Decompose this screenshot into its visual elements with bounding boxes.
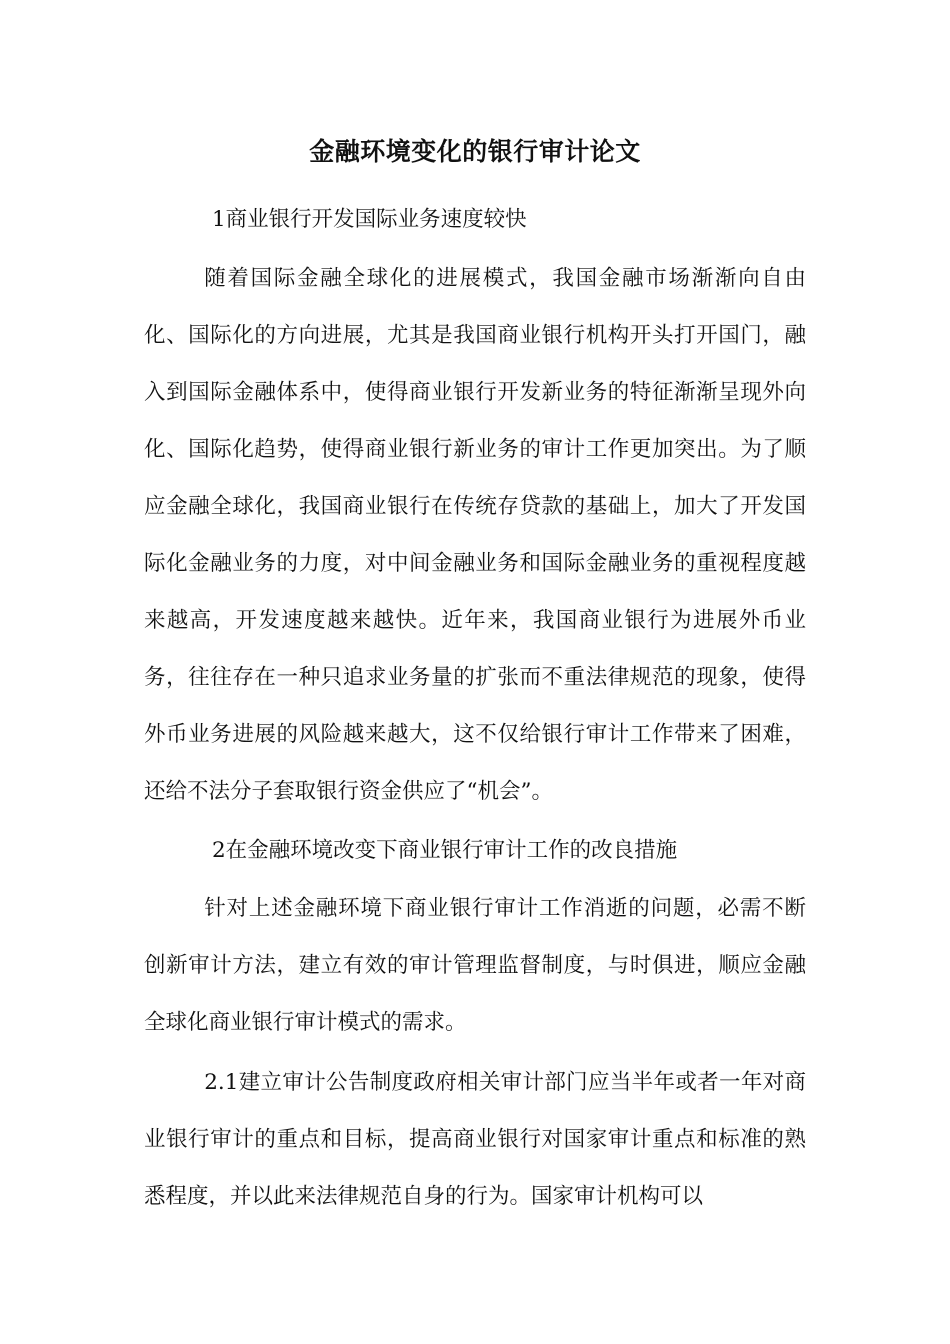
section-2-paragraph: 针对上述金融环境下商业银行审计工作消逝的问题，必需不断创新审计方法，建立有效的审计管理监督制度，与时俱进，顺应金融全球化商业银行审计模式的需求。 xyxy=(144,896,806,1035)
section-1-paragraph: 随着国际金融全球化的进展模式，我国金融市场渐渐向自由化、国际化的方向进展，尤其是我国商业银行机构开头打开国门，融入到国际金融体系中，使得商业银行开发新业务的特征渐渐呈现外向化、国际化趋势，使得商业银行新业务的审计工作更加突出。为了顺应金融全球化，我国商业银行在传统存贷款的基础上，加大了开发国际化金融业务的力度，对中间金融业务和国际金融业务的重视程度越来越高，开发速度越来越快。近年来，我国商业银行为进展外币业务，往往存在一种只追求业务量的扩张而不重法律规范的现象，使得外币业务进展的风险越来越大，这不仅给银行审计工作带来了困难，还给不法分子套取银行资金供应了“机会”。 xyxy=(144,266,806,804)
document-title: 金融环境变化的银行审计论文 xyxy=(309,137,641,166)
section-2-heading: 2在金融环境改变下商业银行审计工作的改良措施 xyxy=(212,838,678,863)
section-2-1-paragraph: 2.1建立审计公告制度政府相关审计部门应当半年或者一年对商业银行审计的重点和目标，提高商业银行对国家审计重点和标准的熟悉程度，并以此来法律规范自身的行为。国家审计机构可以 xyxy=(144,1070,806,1209)
section-1-heading: 1商业银行开发国际业务速度较快 xyxy=(212,207,527,232)
